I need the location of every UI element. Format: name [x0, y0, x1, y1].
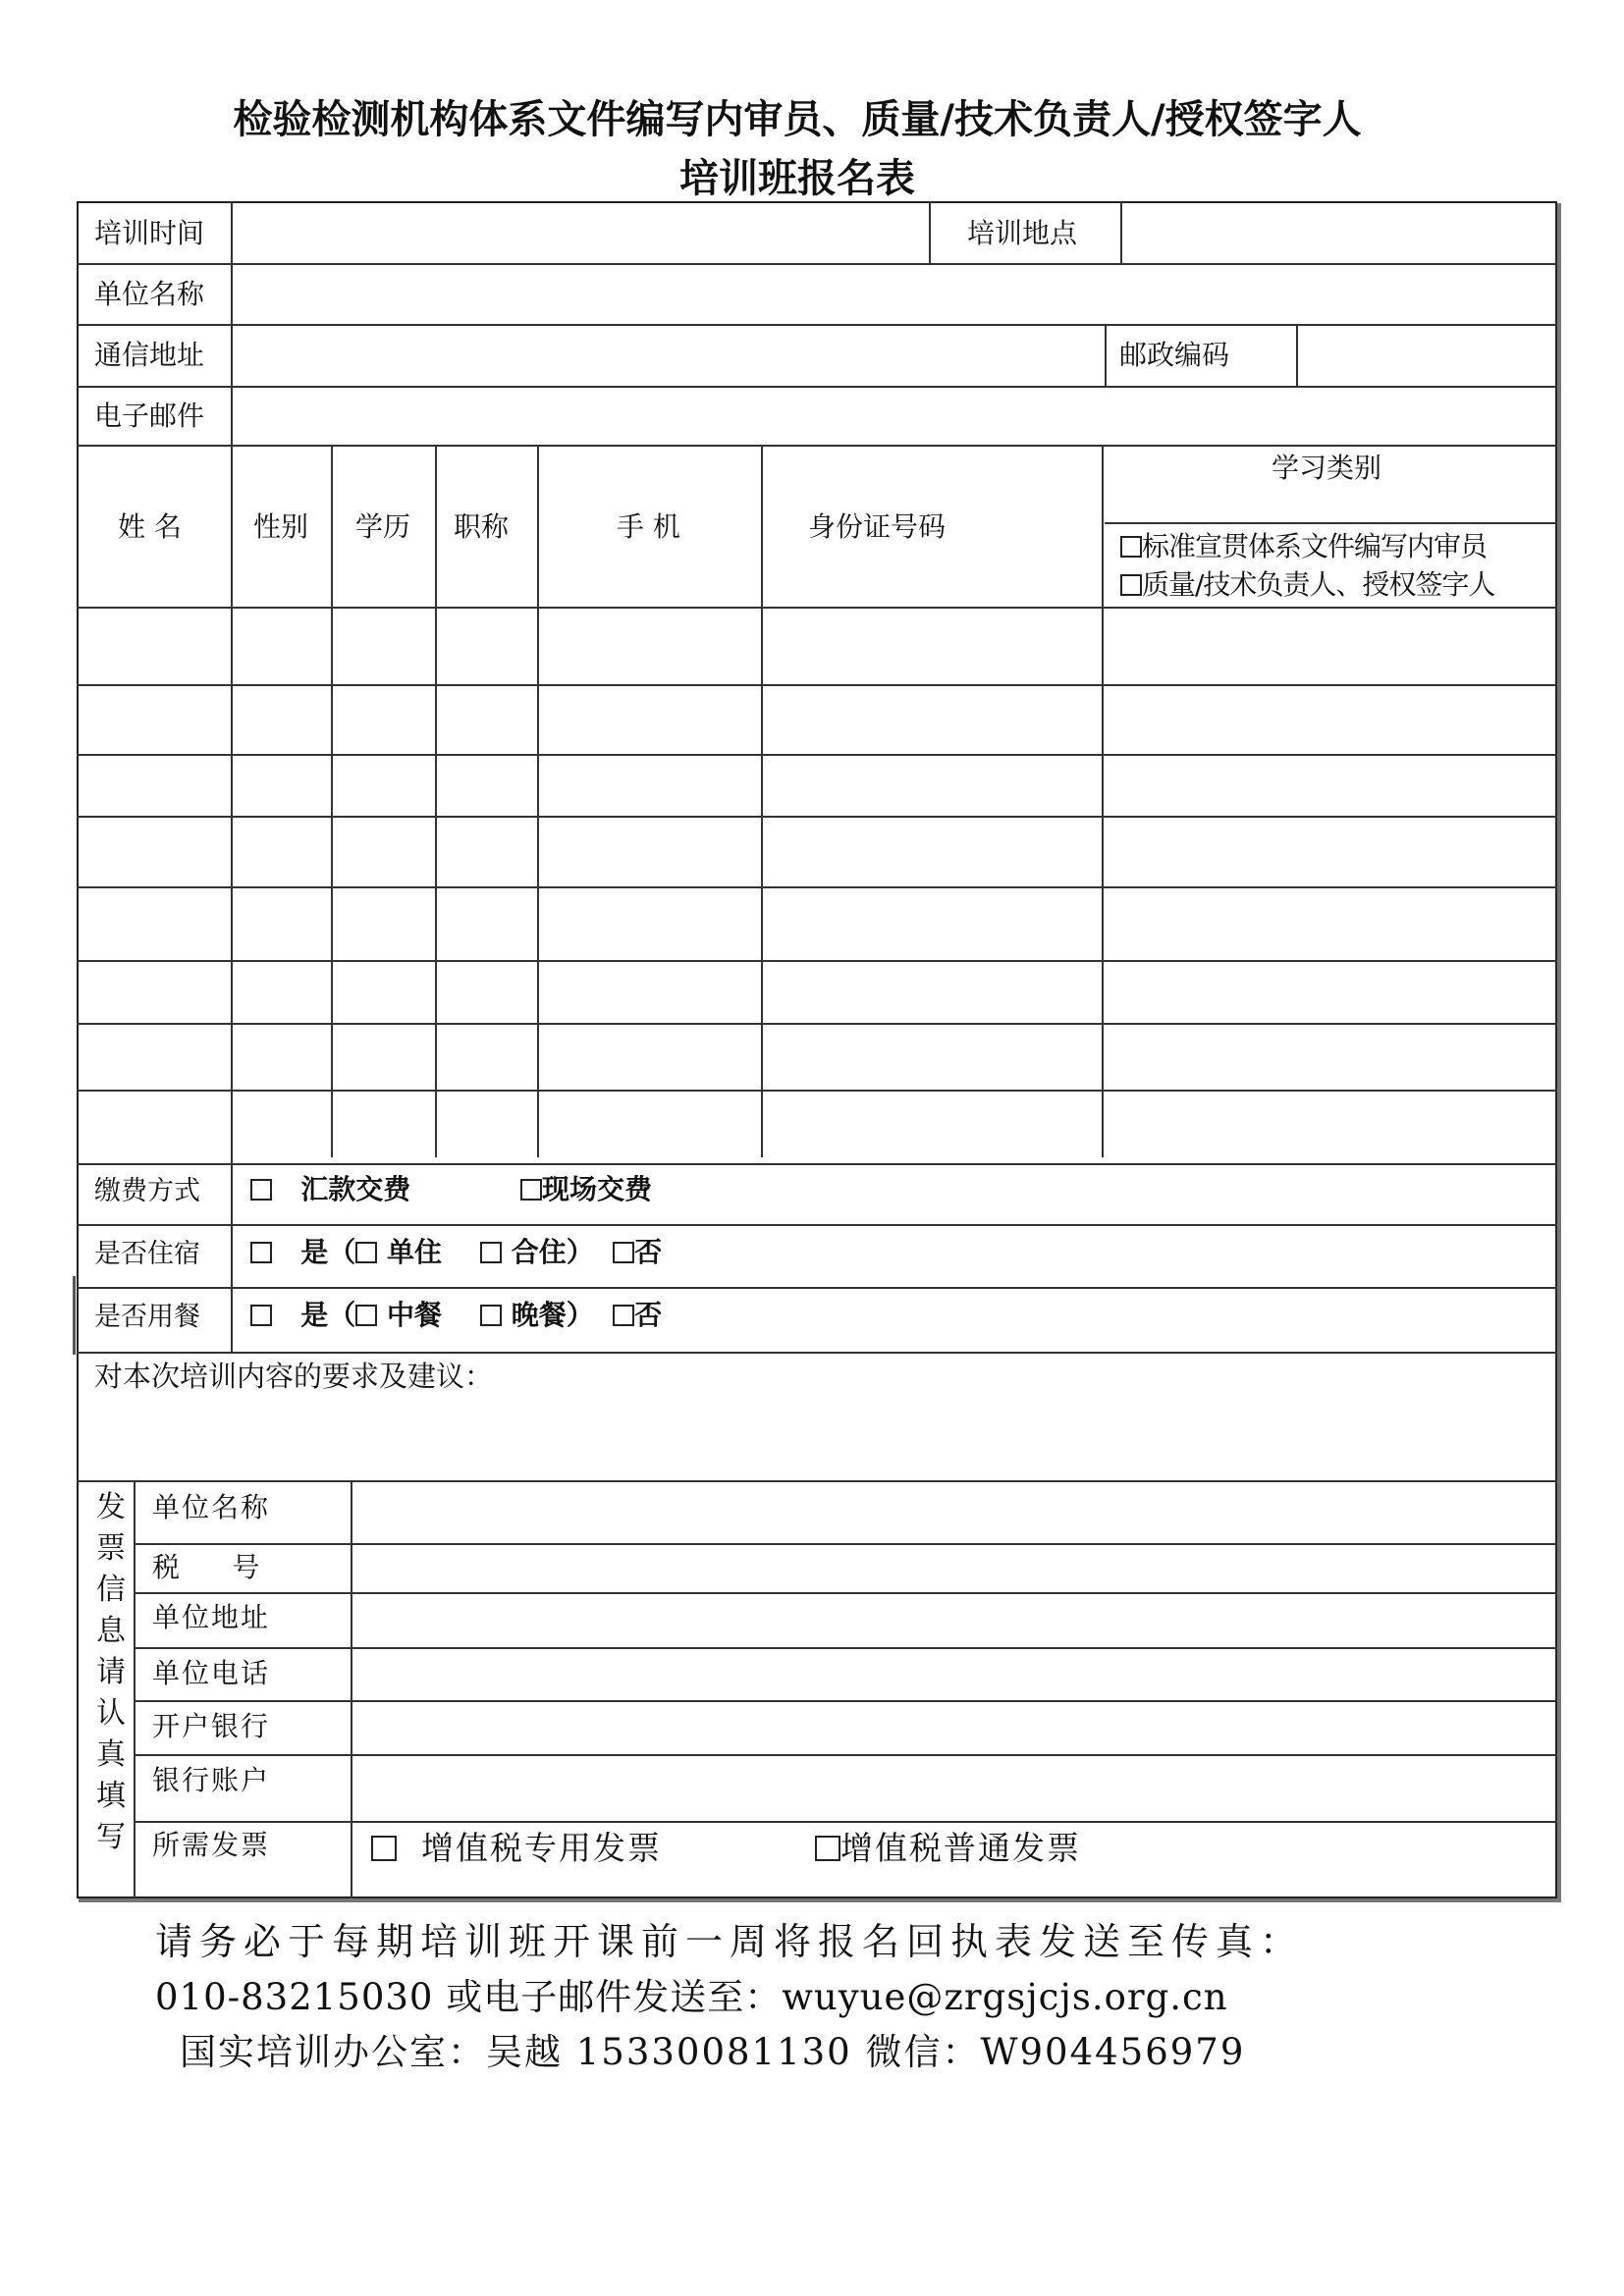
lodging-yes-label: 是（	[300, 1236, 356, 1268]
invoice-tax-no-label: 税 号	[152, 1551, 260, 1583]
row-divider	[1105, 522, 1557, 524]
row-divider	[77, 1287, 1557, 1289]
row-divider	[77, 684, 1557, 686]
row-divider	[77, 263, 1557, 265]
col-divider	[435, 445, 437, 1157]
invoice-address-label: 单位地址	[152, 1601, 271, 1633]
col-divider	[1120, 201, 1122, 264]
footer-note-3: 国实培训办公室：吴越 15330081130 微信：W904456979	[180, 2031, 1246, 2073]
lodging-single-label: 单住	[387, 1236, 443, 1268]
postcode-label: 邮政编码	[1119, 339, 1230, 371]
col-divider	[929, 201, 931, 264]
invoice-org-name-label: 单位名称	[152, 1491, 271, 1523]
meal-label: 是否用餐	[94, 1302, 200, 1332]
form-title: 检验检测机构体系文件编写内审员、质量/技术负责人/授权签字人	[233, 97, 1362, 142]
checkbox[interactable]	[520, 1179, 542, 1201]
meal-lunch-checkbox[interactable]	[355, 1305, 377, 1326]
payment-onsite-label: 现场交费	[542, 1173, 653, 1205]
training-place-label: 培训地点	[967, 217, 1078, 249]
lodging-yes-checkbox[interactable]	[250, 1242, 272, 1263]
lodging-shared-label: 合住）	[511, 1236, 594, 1268]
row-divider	[77, 1090, 1557, 1092]
payment-label: 缴费方式	[94, 1176, 200, 1206]
meal-no-label: 否	[634, 1299, 663, 1331]
meal-lunch-label: 中餐	[387, 1299, 443, 1331]
lodging-single-checkbox[interactable]	[355, 1242, 377, 1263]
col-mobile: 手 机	[617, 510, 680, 543]
footer-note-1: 请务必于每期培训班开课前一周将报名回执表发送至传真：	[155, 1920, 1305, 1963]
invoice-side-label: 发票信息请认真填写	[96, 1490, 126, 1854]
invoice-phone-label: 单位电话	[152, 1657, 271, 1689]
checkbox[interactable]	[1120, 536, 1142, 558]
col-gender: 性别	[253, 510, 309, 543]
footer-note-2: 010-83215030 或电子邮件发送至：wuyue@zrgsjcjs.org.cn	[155, 1976, 1228, 2018]
row-divider	[77, 886, 1557, 888]
lodging-no-label: 否	[634, 1236, 663, 1268]
invoice-normal-label: 增值税普通发票	[840, 1829, 1081, 1867]
meal-options	[250, 1299, 663, 1331]
col-divider	[331, 445, 333, 1157]
col-divider	[537, 445, 539, 1157]
training-time-label: 培训时间	[94, 217, 205, 249]
org-name-label: 单位名称	[94, 278, 205, 310]
lodging-no-checkbox[interactable]	[613, 1242, 634, 1263]
col-divider	[761, 445, 763, 1157]
col-title: 职称	[454, 510, 510, 543]
meal-dinner-label: 晚餐）	[511, 1299, 594, 1331]
col-category: 学习类别	[1272, 452, 1382, 484]
meal-no-checkbox[interactable]	[613, 1305, 634, 1326]
meal-dinner-checkbox[interactable]	[480, 1305, 502, 1326]
col-divider	[1102, 445, 1104, 1157]
form-subtitle: 培训班报名表	[679, 156, 915, 201]
col-education: 学历	[355, 510, 411, 543]
invoice-special-label: 增值税专用发票	[420, 1829, 662, 1867]
payment-remit-label: 汇款交费	[300, 1173, 411, 1205]
col-divider	[134, 1480, 135, 1898]
row-divider	[134, 1700, 1557, 1702]
col-divider	[351, 1480, 352, 1898]
suggestions-label: 对本次培训内容的要求及建议：	[94, 1360, 494, 1393]
meal-yes-label: 是（	[300, 1299, 356, 1331]
row-divider	[77, 754, 1557, 756]
col-id-number: 身份证号码	[808, 510, 947, 543]
checkbox[interactable]	[815, 1836, 840, 1861]
payment-onsite[interactable]	[520, 1173, 653, 1205]
row-divider	[134, 1647, 1557, 1649]
row-divider	[134, 1543, 1557, 1545]
meal-yes-checkbox[interactable]	[250, 1305, 272, 1326]
category-option-2-label: 质量/技术负责人、授权签字人	[1142, 568, 1495, 601]
col-divider	[231, 201, 233, 1353]
category-option-1-label: 标准宣贯体系文件编写内审员	[1142, 530, 1488, 562]
lodging-label: 是否住宿	[94, 1239, 200, 1269]
row-divider	[77, 1480, 1557, 1482]
row-divider	[77, 1224, 1557, 1226]
checkbox[interactable]	[1120, 574, 1142, 596]
invoice-special-option[interactable]	[371, 1829, 662, 1867]
email-label: 电子邮件	[94, 400, 205, 432]
category-option-1[interactable]	[1120, 530, 1488, 562]
checkbox[interactable]	[250, 1179, 272, 1201]
payment-remit[interactable]	[250, 1173, 411, 1205]
col-divider	[1296, 324, 1298, 387]
row-divider	[134, 1592, 1557, 1594]
invoice-account-label: 银行账户	[152, 1764, 271, 1796]
row-divider	[77, 386, 1557, 388]
table-shadow-right	[1557, 203, 1561, 1900]
invoice-bank-label: 开户银行	[152, 1710, 271, 1742]
lodging-options	[250, 1236, 663, 1268]
address-label: 通信地址	[94, 339, 205, 371]
col-divider	[1105, 324, 1107, 387]
row-divider	[77, 1352, 1557, 1354]
row-divider	[134, 1754, 1557, 1756]
table-shadow-left	[73, 1276, 76, 1355]
row-divider	[77, 445, 1557, 447]
row-divider	[77, 1163, 1557, 1165]
checkbox[interactable]	[371, 1836, 397, 1861]
invoice-normal-option[interactable]	[815, 1829, 1081, 1867]
row-divider	[77, 1023, 1557, 1025]
row-divider	[77, 816, 1557, 818]
row-divider	[77, 324, 1557, 326]
row-divider	[77, 960, 1557, 962]
category-option-2[interactable]	[1120, 568, 1495, 601]
col-name: 姓 名	[118, 510, 182, 543]
lodging-shared-checkbox[interactable]	[480, 1242, 502, 1263]
row-divider	[134, 1821, 1557, 1823]
row-divider	[77, 607, 1557, 609]
table-shadow-bottom	[79, 1898, 1561, 1902]
invoice-type-label: 所需发票	[152, 1829, 271, 1861]
